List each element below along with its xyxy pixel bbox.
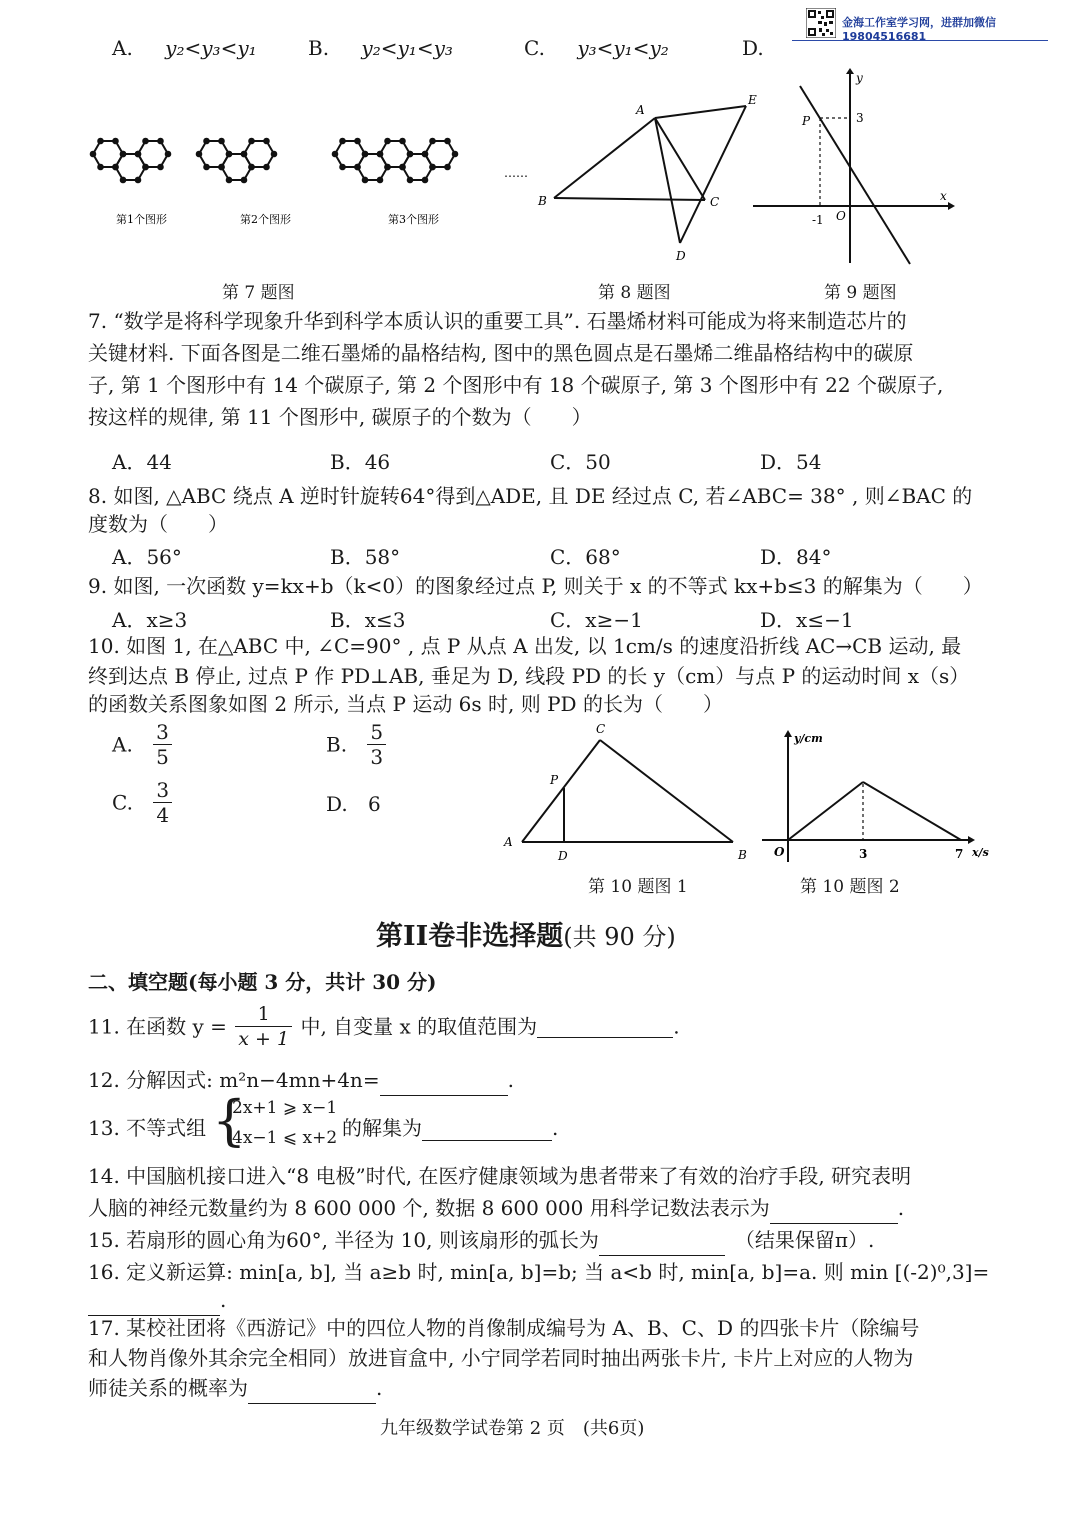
- carbon-atom-dot: [135, 151, 142, 158]
- carbon-atom-dot: [248, 164, 255, 171]
- fig9-label-y: y: [856, 71, 863, 85]
- fig9-label-o: O: [836, 209, 846, 223]
- carbon-atom-dot: [157, 138, 164, 145]
- function-line: [800, 86, 910, 264]
- answer-blank: [770, 1201, 898, 1224]
- q13: [88, 1089, 1000, 1156]
- fig9-label-p: P: [802, 114, 811, 128]
- q7-option-a: A．44: [112, 450, 172, 474]
- fig10-xlabel: x/s: [972, 846, 989, 859]
- page-footer: 九年级数学试卷第 2 页 (共6页): [380, 1418, 645, 1439]
- segment-bc: [554, 198, 705, 200]
- carbon-atom-dot: [422, 151, 429, 158]
- q10-option-d: [326, 792, 381, 816]
- option-text: y₂<y₁<y₃: [361, 36, 453, 60]
- q7-option-b: B．46: [330, 450, 391, 474]
- option-text: y₃<y₁<y₂: [577, 36, 669, 60]
- carbon-atom-dot: [263, 164, 270, 171]
- carbon-atom-dot: [407, 177, 414, 184]
- carbon-atom-dot: [384, 164, 391, 171]
- fig10-label-p: P: [550, 773, 559, 787]
- option-letter: C.: [524, 36, 545, 60]
- carbon-atom-dot: [384, 138, 391, 145]
- carbon-atom-dot: [203, 138, 210, 145]
- q13-line-2: 4x−1 ⩽ x+2: [232, 1128, 338, 1148]
- q7-line-3: 子, 第 1 个图形中有 14 个碳原子, 第 2 个图形中有 18 个碳原子, 第 3 个图形中有 22 个碳原子,: [88, 373, 944, 397]
- carbon-atom-dot: [218, 164, 225, 171]
- carbon-atom-dot: [241, 177, 248, 184]
- hexagon-cell: [358, 154, 388, 180]
- fraction-denominator: 3: [370, 745, 384, 769]
- fig9-label-x: x: [940, 189, 947, 203]
- hexagon-cell: [116, 154, 146, 180]
- q13-prefix: 13. 不等式组: [88, 1116, 207, 1140]
- carbon-atom-dot: [112, 164, 119, 171]
- section-2-subtitle: 二、填空题(每小题 3 分，共计 30 分): [88, 970, 437, 994]
- fig10-label-d: D: [558, 849, 568, 863]
- q11-text: 中, 自变量 x 的取值范围为: [300, 1014, 538, 1039]
- promo-text: 金海工作室学习网，进群加微信19804516681: [842, 16, 996, 43]
- answer-blank: [248, 1381, 376, 1404]
- option-text: 6: [368, 792, 381, 816]
- segment-ab: [554, 118, 655, 198]
- section-2-title: [376, 914, 676, 953]
- segment-cb: [600, 740, 733, 842]
- fig10-label-c: C: [596, 722, 606, 736]
- q6-option-a: [112, 36, 257, 60]
- carbon-atom-dot: [422, 177, 429, 184]
- q17-line-3: [88, 1372, 1000, 1404]
- q13-line-1: 2x+1 ⩾ x−1: [232, 1098, 338, 1118]
- q8-option-a: A．56°: [112, 545, 182, 569]
- carbon-atom-dot: [97, 164, 104, 171]
- q17-end: .: [376, 1376, 383, 1400]
- q12-end: .: [507, 1068, 514, 1092]
- fig9-label-minus1: -1: [812, 213, 824, 227]
- fig8-label-d: D: [676, 249, 686, 263]
- q8-option-c: C．68°: [550, 545, 621, 569]
- answer-blank: [380, 1073, 508, 1096]
- carbon-atom-dot: [165, 151, 172, 158]
- q7-line-1: 7. “数学是将科学现象升华到科学本质认识的重要工具”. 石墨烯材料可能成为将来制造芯片的: [88, 309, 907, 333]
- q17-text: 师徒关系的概率为: [88, 1376, 248, 1400]
- fig10-caption-1: 第 10 题图 1: [588, 877, 688, 897]
- segment-ae: [655, 106, 746, 118]
- carbon-atom-dot: [452, 151, 459, 158]
- q13-suffix: [342, 1112, 558, 1141]
- carbon-atom-dot: [203, 164, 210, 171]
- carbon-atom-dot: [241, 151, 248, 158]
- carbon-atom-dot: [157, 164, 164, 171]
- q14-text: 人脑的神经元数量约为 8 600 000 个, 数据 8 600 000 用科学记数法表示为: [88, 1196, 770, 1220]
- carbon-atom-dot: [339, 164, 346, 171]
- q7-option-d: D．54: [760, 450, 822, 474]
- fig8-label-a: A: [636, 103, 645, 117]
- carbon-atom-dot: [444, 164, 451, 171]
- q15: [88, 1224, 1000, 1256]
- q7-option-c: C．50: [550, 450, 611, 474]
- fig8-label-c: C: [710, 195, 720, 209]
- carbon-atom-dot: [135, 177, 142, 184]
- carbon-atom-dot: [332, 151, 339, 158]
- fraction-denominator: x + 1: [238, 1028, 290, 1050]
- q8-line-1: 8. 如图, △ABC 绕点 A 逆时针旋转64°得到△ADE, 且 DE 经过点 C, 若∠ABC= 38° , 则∠BAC 的: [88, 484, 973, 508]
- carbon-atom-dot: [142, 164, 149, 171]
- answer-blank: [537, 1015, 673, 1038]
- q8-option-b: B．58°: [330, 545, 401, 569]
- figure-10-1-triangle: [496, 718, 766, 868]
- q17-line-1: 17. 某校社团将《西游记》中的四位人物的肖像制成编号为 A、B、C、D 的四张卡片（除编号: [88, 1316, 920, 1340]
- y-axis-arrow: [846, 68, 854, 74]
- hexagon-cell: [222, 154, 252, 180]
- option-letter: D.: [326, 792, 348, 816]
- qr-code-icon: [806, 8, 836, 38]
- carbon-atom-dot: [248, 138, 255, 145]
- carbon-atom-dot: [218, 138, 225, 145]
- rising-segment: [788, 782, 863, 840]
- carbon-atom-dot: [362, 177, 369, 184]
- q15-text: 15. 若扇形的圆心角为60°, 半径为 10, 则该扇形的弧长为: [88, 1228, 599, 1252]
- header-rule: [792, 40, 1048, 41]
- fig7-caption: 第 7 题图: [222, 283, 295, 303]
- fig7-label-1: 第1个图形: [116, 213, 167, 226]
- q16-end: .: [220, 1288, 227, 1312]
- section-title-main: 第II卷非选择题: [376, 921, 564, 952]
- x-axis-arrow: [948, 202, 955, 210]
- fig10-label-7: 7: [955, 847, 964, 861]
- fig8-label-e: E: [748, 93, 757, 107]
- q10-line-3: 的函数关系图象如图 2 所示, 当点 P 运动 6s 时, 则 PD 的长为（ ）: [88, 692, 723, 716]
- carbon-atom-dot: [226, 177, 233, 184]
- carbon-atom-dot: [377, 177, 384, 184]
- q6-option-b: [308, 36, 453, 60]
- option-letter: D.: [742, 36, 764, 60]
- fig10-label-3: 3: [859, 847, 868, 861]
- carbon-atom-dot: [362, 151, 369, 158]
- fig8-caption: 第 8 题图: [598, 283, 671, 303]
- q11-end: .: [673, 1014, 680, 1039]
- q10-line-1: 10. 如图 1, 在△ABC 中, ∠C=90° , 点 P 从点 A 出发, 以 1cm/s 的速度沿折线 AC→CB 运动, 最: [88, 634, 962, 658]
- q9-option-d: D．x≤−1: [760, 608, 854, 632]
- carbon-atom-dot: [339, 138, 346, 145]
- option-letter: A.: [112, 36, 133, 60]
- carbon-atom-dot: [196, 151, 203, 158]
- q13-text: 的解集为: [342, 1116, 422, 1140]
- q11: [88, 1002, 1000, 1051]
- fig10-label-b: B: [738, 848, 747, 862]
- q11-prefix: 11. 在函数 y =: [88, 1014, 227, 1039]
- fig10-label-o: O: [774, 845, 785, 859]
- figure-10-2-graph: [760, 726, 1000, 866]
- fig7-label-3: 第3个图形: [388, 213, 439, 226]
- q9-line-1: 9. 如图, 一次函数 y=kx+b（k<0）的图象经过点 P, 则关于 x 的不等式 kx+b≤3 的解集为（ ）: [88, 574, 983, 598]
- q8-line-2: 度数为（ ）: [88, 512, 228, 536]
- q9-option-c: C．x≥−1: [550, 608, 643, 632]
- fraction-denominator: 4: [156, 803, 170, 827]
- q16-line-1: 16. 定义新运算: min[a, b], 当 a≥b 时, min[a, b]=b; 当 a<b 时, min[a, b]=a. 则 min [(-2)⁰,3]=: [88, 1260, 990, 1284]
- carbon-atom-dot: [226, 151, 233, 158]
- q10-option-a: [112, 720, 174, 769]
- carbon-atom-dot: [399, 164, 406, 171]
- q6-option-c: [524, 36, 669, 60]
- hexagon-cell: [403, 154, 433, 180]
- fraction-numerator: 1: [235, 1002, 292, 1027]
- brace-icon: {: [212, 1089, 247, 1152]
- carbon-atom-dot: [142, 138, 149, 145]
- option-letter: B.: [326, 732, 348, 757]
- q13-end: .: [552, 1116, 559, 1140]
- figure-8-triangles: [530, 88, 770, 268]
- carbon-atom-dot: [90, 151, 97, 158]
- fraction-denominator: 5: [156, 745, 169, 769]
- q7-line-2: 关键材料. 下面各图是二维石墨烯的晶格结构, 图中的黑色圆点是石墨烯二维晶格结构中的碳原: [88, 341, 914, 365]
- q14-line-1: 14. 中国脑机接口进入“8 电极”时代, 在医疗健康领域为患者带来了有效的治疗手段, 研究表明: [88, 1164, 912, 1188]
- segment-ac: [522, 740, 600, 842]
- carbon-atom-dot: [120, 177, 127, 184]
- q9-option-b: B．x≤3: [330, 608, 406, 632]
- fraction-numerator: 3: [153, 720, 172, 745]
- fig10-caption-2: 第 10 题图 2: [800, 877, 900, 897]
- fraction-numerator: 3: [153, 778, 172, 803]
- q10-line-2: 终到达点 B 停止, 过点 P 作 PD⊥AB, 垂足为 D, 线段 PD 的长 y（cm）与点 P 的运动时间 x（s）: [88, 664, 970, 688]
- option-letter: C.: [112, 790, 133, 815]
- fig10-ylabel: y/cm: [794, 732, 823, 745]
- carbon-atom-dot: [97, 138, 104, 145]
- carbon-atom-dot: [407, 151, 414, 158]
- q10-option-c: [112, 778, 174, 827]
- q14-end: .: [897, 1196, 905, 1220]
- carbon-atom-dot: [120, 151, 127, 158]
- fig9-label-3: 3: [856, 111, 864, 125]
- carbon-atom-dot: [271, 151, 278, 158]
- fig7-ellipsis: ……: [504, 166, 528, 180]
- fig9-caption: 第 9 题图: [824, 283, 897, 303]
- carbon-atom-dot: [377, 151, 384, 158]
- q6-option-d: [742, 36, 764, 60]
- carbon-atom-dot: [354, 138, 361, 145]
- answer-blank: [422, 1118, 552, 1141]
- carbon-atom-dot: [112, 138, 119, 145]
- carbon-atom-dot: [429, 138, 436, 145]
- carbon-atom-dot: [399, 138, 406, 145]
- q10-option-b: [326, 720, 388, 769]
- section-title-suffix: (共 90 分): [563, 923, 676, 951]
- carbon-atom-dot: [429, 164, 436, 171]
- option-text: y₂<y₃<y₁: [165, 36, 257, 60]
- q7-line-4: 按这样的规律, 第 11 个图形中, 碳原子的个数为（ ）: [88, 405, 592, 429]
- figure-7-graphene: [80, 130, 540, 240]
- y-axis-arrow: [784, 730, 792, 737]
- fig7-label-2: 第2个图形: [240, 213, 291, 226]
- answer-blank: [599, 1233, 725, 1256]
- q8-option-d: D．84°: [760, 545, 832, 569]
- q17-line-2: 和人物肖像外其余完全相同）放进盲盒中, 小宁同学若同时抽出两张卡片, 卡片上对应的人物为: [88, 1346, 914, 1370]
- carbon-atom-dot: [354, 164, 361, 171]
- q12-text: 12. 分解因式: m²n−4mn+4n=: [88, 1068, 380, 1092]
- option-letter: B.: [308, 36, 330, 60]
- carbon-atom-dot: [263, 138, 270, 145]
- fig10-label-a: A: [504, 835, 513, 849]
- fig8-label-b: B: [538, 194, 547, 208]
- falling-segment: [863, 782, 961, 840]
- figure-9-graph: [748, 68, 958, 268]
- q9-option-a: A．x≥3: [112, 608, 188, 632]
- x-axis-arrow: [968, 836, 975, 844]
- q14-line-2: [88, 1192, 1000, 1224]
- carbon-atom-dot: [444, 138, 451, 145]
- q15-post: （结果保留π）.: [734, 1228, 875, 1252]
- fraction-numerator: 5: [367, 720, 386, 745]
- option-letter: A.: [112, 732, 133, 757]
